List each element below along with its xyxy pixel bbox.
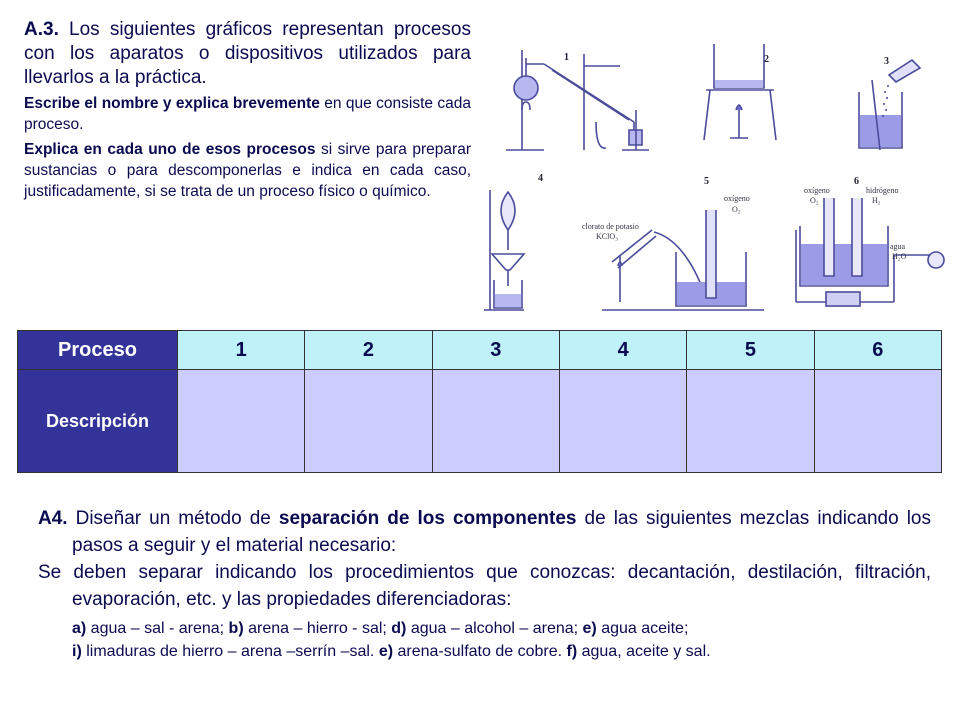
column-header: 6 bbox=[814, 331, 941, 370]
row-label-proceso: Proceso bbox=[18, 331, 178, 370]
column-header: 3 bbox=[432, 331, 559, 370]
label-hidrogeno: hidrógeno bbox=[866, 186, 899, 195]
a4-label: A4. bbox=[38, 508, 68, 529]
a3-intro: A.3. Los siguientes gráficos representan procesos con los aparatos o dispositivos utilizados para llevarlos a la práctica. bbox=[24, 19, 471, 88]
figure-number-2: 2 bbox=[764, 54, 769, 65]
mixtures-list-1: a) agua – sal - arena; b) arena – hierro - sal; d) agua – alcohol – arena; e) agua aceite; bbox=[72, 620, 689, 637]
label-kclo3: KClO₃ bbox=[596, 232, 618, 241]
figure-number-5: 5 bbox=[704, 176, 709, 187]
figure-number-3: 3 bbox=[884, 56, 889, 67]
figure-number-1: 1 bbox=[564, 52, 569, 63]
description-cell[interactable] bbox=[305, 370, 432, 473]
row-label-descripcion: Descripción bbox=[18, 370, 178, 473]
description-cell[interactable] bbox=[178, 370, 305, 473]
description-cell[interactable] bbox=[432, 370, 559, 473]
exercise-a3 bbox=[24, 18, 471, 202]
label-h2o: H₂O bbox=[892, 252, 907, 261]
column-header: 5 bbox=[687, 331, 814, 370]
description-cell[interactable] bbox=[559, 370, 686, 473]
column-header: 4 bbox=[559, 331, 686, 370]
decantation-apparatus bbox=[484, 190, 524, 310]
column-header: 1 bbox=[178, 331, 305, 370]
process-table bbox=[17, 330, 942, 473]
distillation-apparatus bbox=[506, 50, 649, 150]
label-h2: H₂ bbox=[872, 196, 881, 205]
description-cell[interactable] bbox=[687, 370, 814, 473]
figure-number-6: 6 bbox=[854, 176, 859, 187]
figure-number-4: 4 bbox=[538, 173, 543, 184]
label-clorato: clorato de potasio bbox=[582, 222, 639, 231]
lab-apparatus-figures bbox=[484, 30, 954, 320]
dissolution-apparatus bbox=[859, 60, 920, 150]
exercise-a4 bbox=[38, 505, 931, 663]
label-oxigeno-5: oxígeno bbox=[724, 194, 750, 203]
label-oxigeno-6: oxígeno bbox=[804, 186, 830, 195]
column-header: 2 bbox=[305, 331, 432, 370]
a4-procedures: Se deben separar indicando los procedimientos que conozcas: decantación, destilación, filtración, evaporación, etc. y las propiedades diferenciadoras: bbox=[38, 562, 931, 610]
label-o2-5: O₂ bbox=[732, 205, 741, 214]
description-cell[interactable] bbox=[814, 370, 941, 473]
a3-label: A.3. bbox=[24, 19, 59, 40]
a3-instruction-1: Escribe el nombre y explica brevemente en que consiste cada proceso. bbox=[24, 95, 471, 133]
apparatus-drawings bbox=[484, 30, 954, 320]
label-agua: agua bbox=[890, 242, 906, 251]
a4-statement: A4. Diseñar un método de separación de los componentes de las siguientes mezclas indicando los pasos a seguir y el material necesario: bbox=[38, 508, 932, 556]
table-row bbox=[18, 370, 942, 473]
label-o2-6: O₂ bbox=[810, 196, 819, 205]
a3-instruction-2: Explica en cada uno de esos procesos si sirve para preparar sustancias o para descomponerlas e indica en cada caso, justificadamente, si se trata de un proceso físico o químico. bbox=[24, 141, 471, 200]
table-header-row bbox=[18, 331, 942, 370]
water-electrolysis-apparatus bbox=[796, 198, 944, 306]
mixtures-list-2: i) limaduras de hierro – arena –serrín –sal. e) arena-sulfato de cobre. f) agua, aceite y sal. bbox=[72, 643, 711, 660]
